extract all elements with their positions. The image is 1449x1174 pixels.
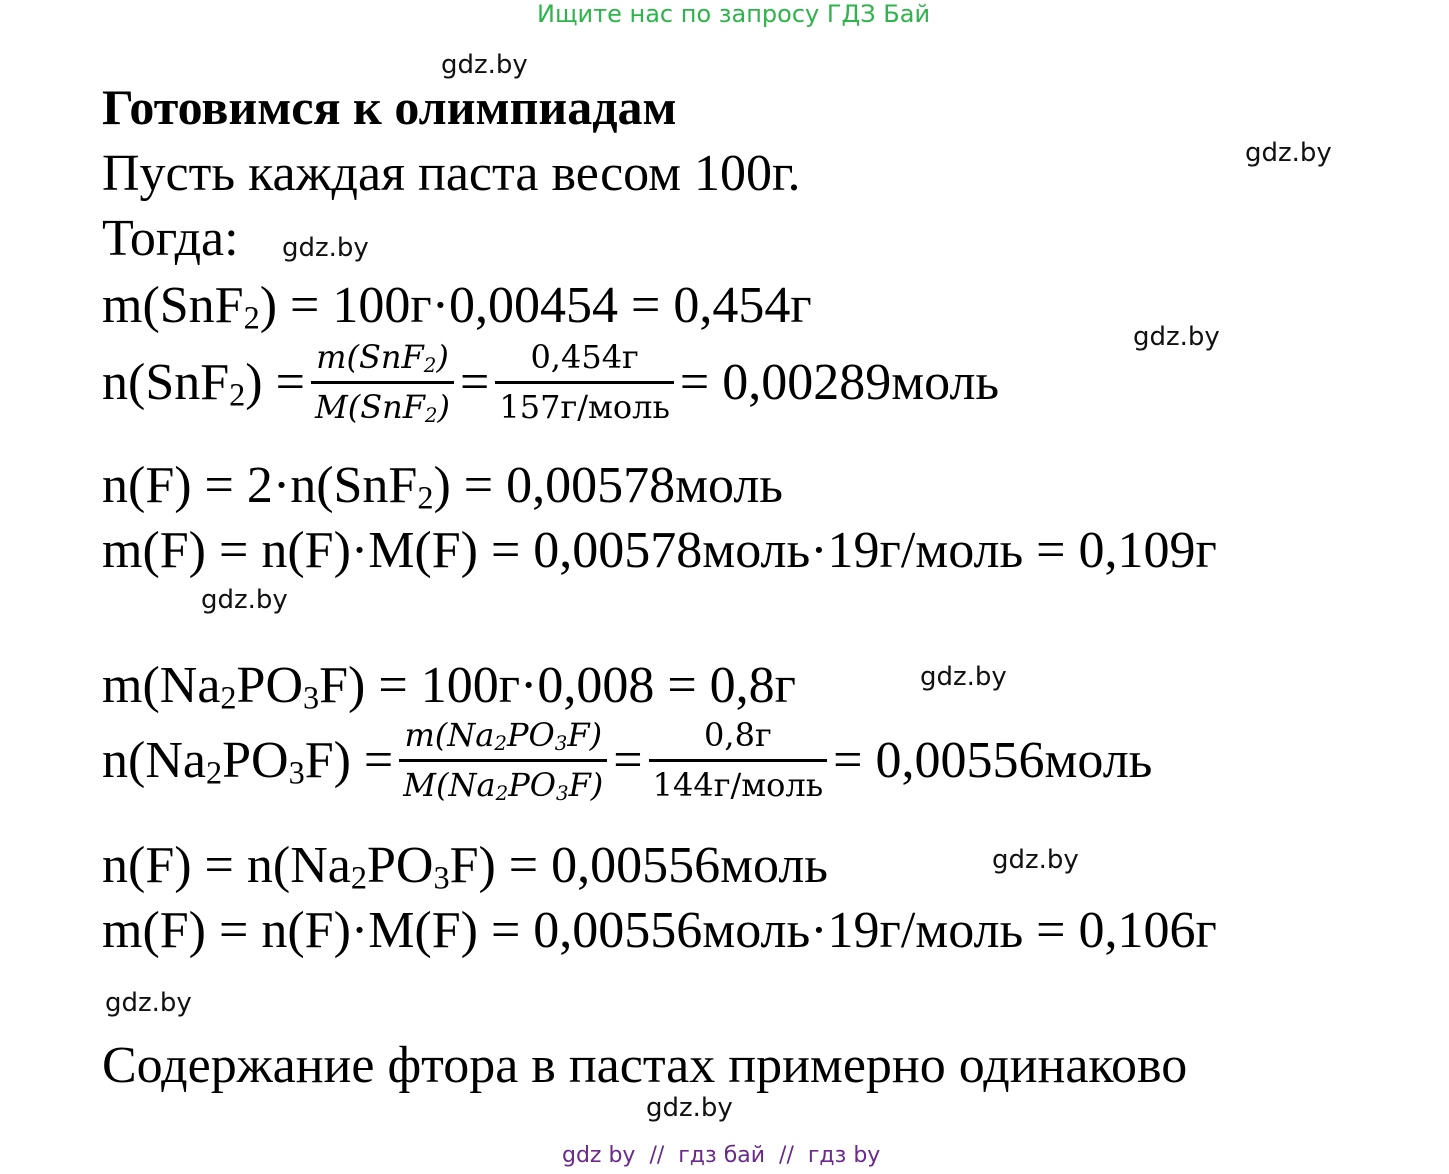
watermark: gdz.by [1245, 138, 1332, 168]
intro-line-2: Тогда: [102, 210, 239, 267]
formula-m-f-1: m(F) = n(F)·M(F) = 0,00578моль·19г/моль = 0,109г [102, 522, 1217, 579]
watermark: gdz.by [201, 585, 288, 615]
formula-n-snf2: n(SnF$_2$) = $\frac{m(SnF_2)}{M(SnF_2)}$ = $\frac{0,454г}{\text{157г/моль}}$ = 0,00289моль [102, 338, 1000, 428]
formula-n-f-2: $n(F) = n(Na_2PO_3F)$ = 0,00556моль [102, 837, 829, 896]
watermark: gdz.by [441, 50, 528, 80]
formula-n-na2po3f: $n(Na_2PO_3F)$ = $\frac{m(Na_2PO_3F)}{M(Na_2PO_3F)}$ = $\frac{0,8г}{\text{144г/моль}}$ = 0,00556моль [102, 716, 1153, 806]
intro-line-1: Пусть каждая паста весом 100г. [102, 145, 801, 202]
formula-n-f-1: n(F) = 2·n(SnF$_2$) = 0,00578моль [102, 457, 784, 516]
fraction-molar: $\frac{m(Na_2PO_3F)}{M(Na_2PO_3F)}$ [399, 718, 607, 803]
conclusion: Содержание фтора в пастах примерно одинаково [102, 1037, 1188, 1094]
fraction-molar: $\frac{m(SnF_2)}{M(SnF_2)}$ [311, 340, 454, 425]
watermark: gdz.by [646, 1093, 733, 1123]
page-title: Готовимся к олимпиадам [102, 79, 677, 135]
watermark: gdz.by [105, 988, 192, 1018]
watermark: gdz.by [920, 662, 1007, 692]
formula-m-na2po3f: $m(Na_2PO_3F) = 100г\cdot 0,008 = 0,8г$ [102, 657, 797, 716]
fraction-values: $\frac{0,8г}{\text{144г/моль}}$ [649, 718, 828, 803]
top-banner[interactable]: Ищите нас по запросу ГДЗ Бай [537, 0, 931, 28]
footer-links[interactable]: gdz by // гдз бай // гдз by [562, 1143, 881, 1168]
formula-m-snf2: m(SnF$_2$) = 100г·0,00454 = 0,454г [102, 277, 812, 336]
watermark: gdz.by [282, 233, 369, 263]
watermark: gdz.by [1133, 322, 1220, 352]
formula-m-f-2: m(F) = n(F)·M(F) = 0,00556моль·19г/моль = 0,106г [102, 902, 1217, 959]
fraction-values: $\frac{0,454г}{\text{157г/моль}}$ [495, 340, 674, 425]
watermark: gdz.by [992, 845, 1079, 875]
